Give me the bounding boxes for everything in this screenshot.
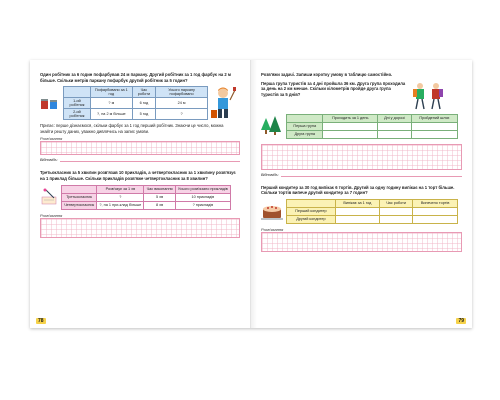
table-row xyxy=(287,122,458,130)
table-row xyxy=(64,98,208,109)
task1-note: Пригає: перше дізнаємося, скільки фарбує за 1 год перший робітник. Знаючи це число, можна знайти решту даних, уважно дивлячись на запис умови. xyxy=(40,123,224,134)
task3-r1c3[interactable] xyxy=(411,130,457,138)
task1-solution-label: Розв'язання xyxy=(40,136,63,142)
workbook-spread xyxy=(30,60,472,328)
task1-header-3: Усього паркану пофарбовано xyxy=(156,87,208,98)
task1-answer-label: Відповідь: xyxy=(40,158,58,163)
task1-r0c3: 24 м xyxy=(156,98,208,109)
task4-table xyxy=(286,199,458,224)
task1-table xyxy=(63,86,208,120)
task2-r1c2: 8 хв xyxy=(144,201,175,209)
task1-r1c3: ? xyxy=(156,109,208,120)
task4-solution-grid[interactable] xyxy=(261,232,462,252)
painter-boy-icon xyxy=(211,86,237,120)
table-row xyxy=(287,207,458,215)
task1-r0c0: 1-ий робітник xyxy=(64,98,91,109)
table-row xyxy=(64,109,208,120)
task2-r1c0: Четвертокласник xyxy=(62,201,97,209)
task1-header-0 xyxy=(64,87,91,98)
task3-solution-grid[interactable] xyxy=(261,144,462,170)
task4-r1c1[interactable] xyxy=(335,215,379,223)
left-page xyxy=(30,60,251,328)
task4-header-0 xyxy=(287,199,336,207)
task3-r0c1[interactable] xyxy=(323,122,378,130)
task3-r0c3[interactable] xyxy=(411,122,457,130)
task1-r1c2: 5 год xyxy=(132,109,155,120)
task3-text: Перша група туристів за 4 дні пройшла 36 км. Друга група проходила за день на 2 км менше. Скільки кілометрів пройде друга група туристів за 5 днів? xyxy=(261,80,406,97)
task4-r0c0: Перший кондитер xyxy=(287,207,336,215)
forest-icon xyxy=(261,116,283,136)
task2-text: Третьокласник за 5 хвилин розв'язав 10 прикладів, а четвертокласник за 1 хвилину розв'язує на 1 приклад більше. Скільки прикладів розв'яже четвертокласник за 8 хвилин? xyxy=(40,170,236,181)
task2-solution-label: Розв'язання xyxy=(40,212,63,218)
task3-header-0 xyxy=(287,114,323,122)
task2-solution-grid[interactable] xyxy=(40,218,240,238)
task2-r0c0: Третьокласник xyxy=(62,193,97,201)
student-pen-icon xyxy=(40,188,58,206)
table-row xyxy=(62,201,231,209)
task4-header-1: Випікає за 1 год xyxy=(335,199,379,207)
task3-header-2: Дні у дорозі xyxy=(378,114,412,122)
task1-answer-line[interactable] xyxy=(40,157,240,162)
task1-text: Один робітник за 6 годин пофарбував 24 м паркану. Другий робітник за 1 год фарбує на 2 м більше. Скільки метрів паркану пофарбує другий робітник за 5 годин? xyxy=(40,72,231,83)
task1-header-2: Час роботи xyxy=(132,87,155,98)
cake-icon xyxy=(261,201,283,221)
right-page xyxy=(251,60,472,328)
task4-r0c3[interactable] xyxy=(413,207,458,215)
task2-r1c1: ?, на 1 при-клад більше xyxy=(97,201,144,209)
right-intro: Розв'яжи задачі. Запиши коротку умову в таблицю самостійно. xyxy=(261,72,393,77)
table-row xyxy=(62,193,231,201)
table-row xyxy=(287,215,458,223)
paint-cans-icon xyxy=(40,96,60,110)
task3-answer-label: Відповідь: xyxy=(261,172,279,177)
page-number-right: 79 xyxy=(458,318,464,324)
task1-r1c0: 2-ий робітник xyxy=(64,109,91,120)
task4-header-3: Випечено тортів xyxy=(413,199,458,207)
task4-r1c0: Другий кондитер xyxy=(287,215,336,223)
task1-r0c1: ? м xyxy=(90,98,132,109)
task4-r1c2[interactable] xyxy=(379,215,412,223)
task4-solution-label: Розв'язання xyxy=(261,226,284,232)
task2-r1c3: ? прикладів xyxy=(175,201,230,209)
task2-header-3: Усього розв'язано прикладів xyxy=(175,185,230,193)
task4-r0c2[interactable] xyxy=(379,207,412,215)
task1-header-1: Пофарбовано за 1 год xyxy=(90,87,132,98)
task2-header-0 xyxy=(62,185,97,193)
task3-r1c2[interactable] xyxy=(378,130,412,138)
task1-r1c1: ?, на 2 м більше xyxy=(90,109,132,120)
task1-solution-grid[interactable] xyxy=(40,141,240,155)
task3-r1c1[interactable] xyxy=(323,130,378,138)
task2-header-2: Час виконання xyxy=(144,185,175,193)
task4-r0c1[interactable] xyxy=(335,207,379,215)
task3-header-3: Пройдений шлях xyxy=(411,114,457,122)
page-number-left: 78 xyxy=(38,318,44,324)
task1-r0c2: 6 год xyxy=(132,98,155,109)
table-row xyxy=(287,130,458,138)
task2-table xyxy=(61,185,231,210)
task2-r0c1: ? xyxy=(97,193,144,201)
task4-header-2: Час роботи xyxy=(379,199,412,207)
task3-r0c0: Перша група xyxy=(287,122,323,130)
task3-r0c2[interactable] xyxy=(378,122,412,130)
task4-text: Перший кондитер за 30 год випікає 6 тортів. Другий за одну годину випікає на 1 торт більше. Скільки тортів випече другий кондитер за 7 годин? xyxy=(261,184,455,196)
task3-r1c0: Друга група xyxy=(287,130,323,138)
hikers-icon xyxy=(410,81,448,111)
task2-r0c2: 5 хв xyxy=(144,193,175,201)
task4-r1c3[interactable] xyxy=(413,215,458,223)
task3-header-1: Проходить за 1 день xyxy=(323,114,378,122)
task2-header-1: Розв'язує за 1 хв xyxy=(97,185,144,193)
task2-r0c3: 10 прикладів xyxy=(175,193,230,201)
task3-answer-line[interactable] xyxy=(261,172,462,177)
task3-table xyxy=(286,114,458,139)
